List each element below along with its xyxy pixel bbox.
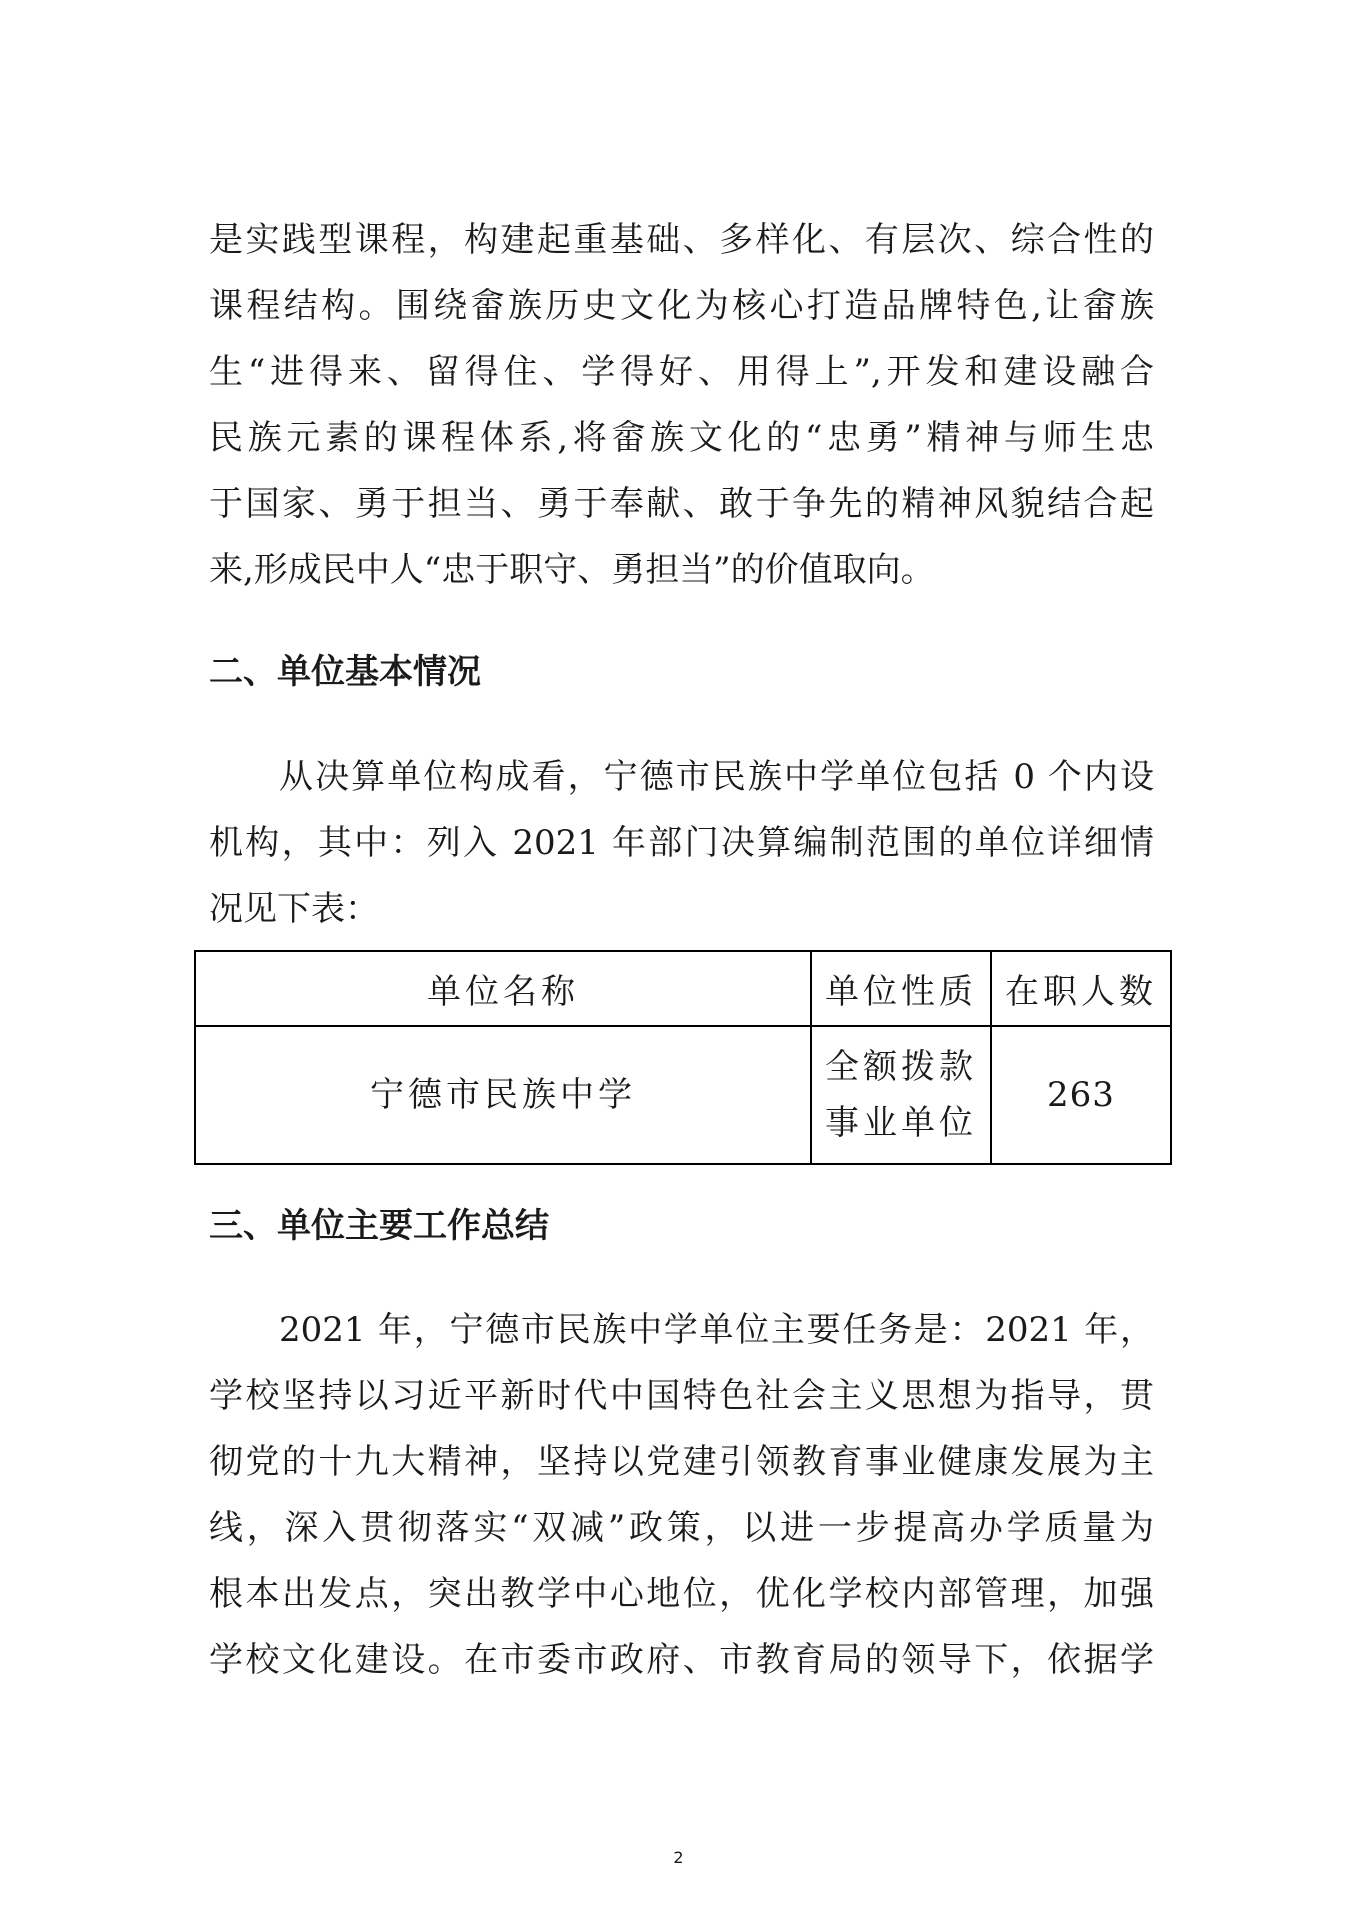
text-line: 学校坚持以习近平新时代中国特色社会主义思想为指导，贯 — [209, 1376, 1154, 1416]
table-header-row — [195, 951, 1171, 1026]
page-number: 2 — [673, 1848, 684, 1867]
text-line: 彻党的十九大精神，坚持以党建引领教育事业健康发展为主 — [209, 1442, 1154, 1482]
cell-unit-name: 宁德市民族中学 — [195, 1026, 811, 1164]
header-unit-name: 单位名称 — [195, 951, 811, 1026]
cell-staff-count: 263 — [991, 1026, 1171, 1164]
text-line: 机构，其中：列入 2021 年部门决算编制范围的单位详细情 — [209, 823, 1154, 863]
text-line: 线，深入贯彻落实“双减”政策，以进一步提高办学质量为 — [209, 1508, 1154, 1548]
text-line: 2021 年，宁德市民族中学单位主要任务是：2021 年， — [279, 1310, 1154, 1350]
header-staff-count: 在职人数 — [991, 951, 1171, 1026]
text-line: 学校文化建设。在市委市政府、市教育局的领导下，依据学 — [209, 1640, 1154, 1680]
header-unit-nature: 单位性质 — [811, 951, 991, 1026]
text-line: 从决算单位构成看，宁德市民族中学单位包括 0 个内设 — [279, 757, 1154, 797]
text-line: 生“进得来、留得住、学得好、用得上”,开发和建设融合 — [209, 352, 1154, 392]
cell-unit-nature — [811, 1026, 991, 1164]
section-heading-3: 三、单位主要工作总结 — [209, 1206, 549, 1246]
text-line: 课程结构。围绕畲族历史文化为核心打造品牌特色,让畲族 — [209, 286, 1154, 326]
text-line: 来,形成民中人“忠于职守、勇担当”的价值取向。 — [209, 550, 935, 590]
text-line: 况见下表： — [209, 889, 379, 929]
cell-unit-nature-line1: 全额拨款 — [825, 1047, 977, 1087]
section-heading-2: 二、单位基本情况 — [209, 652, 481, 692]
text-line: 根本出发点，突出教学中心地位，优化学校内部管理，加强 — [209, 1574, 1154, 1614]
text-line: 于国家、勇于担当、勇于奉献、敢于争先的精神风貌结合起 — [209, 484, 1154, 524]
text-line: 是实践型课程，构建起重基础、多样化、有层次、综合性的 — [209, 220, 1154, 260]
text-line: 民族元素的课程体系,将畲族文化的“忠勇”精神与师生忠 — [209, 418, 1154, 458]
units-table — [194, 950, 1172, 1165]
table-row — [195, 1026, 1171, 1164]
cell-unit-nature-line2: 事业单位 — [825, 1103, 977, 1143]
